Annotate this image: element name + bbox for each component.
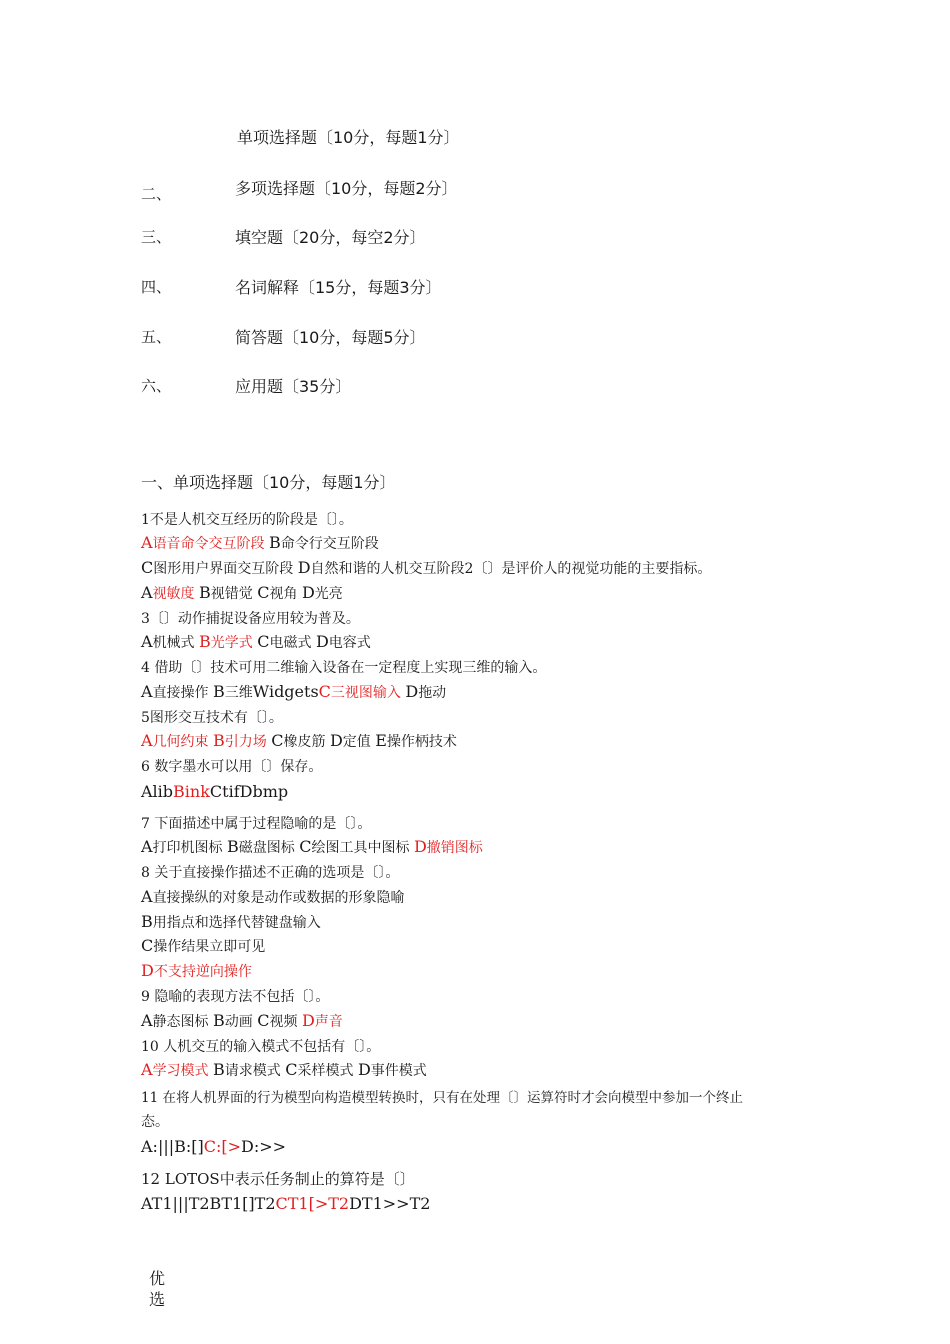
q3-stem: 3〔〕动作捕捉设备应用较为普及。 [141, 611, 360, 627]
q12-opt-c: CT1[>T2 [275, 1194, 350, 1213]
q8-a-text: 直接操纵的对象是动作或数据的形象隐喻 [152, 890, 405, 906]
footer-line-1: 优 [149, 1269, 166, 1288]
q9-stem: 9 隐喻的表现方法不包括〔〕。 [141, 989, 330, 1005]
q9-d-text: 声音 [314, 1014, 343, 1030]
q5-b-text: 引力场 [224, 734, 267, 750]
q3-c-letter: C [257, 632, 270, 651]
q10-a-letter: A [141, 1060, 153, 1079]
q2-b-text: 视错觉 [210, 586, 253, 602]
q9-b-text: 动画 [224, 1014, 253, 1030]
q8-d-text: 不支持逆向操作 [153, 964, 252, 980]
q3-d-text: 电容式 [328, 635, 371, 651]
q5-b-letter: B [213, 731, 225, 750]
toc-title-4: 名词解释〔15分，每题3分〕 [235, 278, 442, 297]
q8-d-letter: D [141, 961, 154, 980]
q10-a-text: 学习模式 [152, 1063, 209, 1079]
q6-options [141, 782, 288, 801]
q4-c-letter: C [318, 682, 331, 701]
q10-d-letter: D [357, 1060, 371, 1079]
q2-options [141, 583, 343, 603]
q1-c-letter: C [141, 558, 154, 577]
q2-a-letter: A [141, 583, 153, 602]
q1-a-text: 语音命令交互阶段 [152, 536, 265, 552]
q4-c-text: 三视图输入 [330, 685, 401, 701]
q5-d-letter: D [329, 731, 343, 750]
q6-opt-cd: CtifDbmp [209, 782, 289, 801]
q8-option-c [141, 936, 265, 956]
q7-b-text: 磁盘图标 [238, 840, 295, 856]
toc-num-4: 四、 [141, 278, 172, 296]
q2-c-text: 视角 [269, 586, 298, 602]
q6-stem: 6 数字墨水可以用〔〕保存。 [141, 759, 323, 775]
q8-c-text: 操作结果立即可见 [153, 939, 266, 955]
q12-options [141, 1194, 430, 1213]
q4-b-letter: B [213, 682, 225, 701]
q1-a-letter: A [141, 533, 153, 552]
q4-d-letter: D [405, 682, 419, 701]
section-title: 一、单项选择题〔10分，每题1分〕 [141, 473, 396, 492]
q7-a-text: 打印机图标 [152, 840, 223, 856]
q7-d-text: 撤销图标 [426, 840, 483, 856]
q10-stem: 10 人机交互的输入模式不包括有〔〕。 [141, 1039, 381, 1055]
q3-d-letter: D [315, 632, 329, 651]
q4-b-text: 三维 [224, 685, 253, 701]
q5-options [141, 731, 457, 751]
q7-d-letter: D [413, 837, 427, 856]
q10-c-text: 采样模式 [297, 1063, 354, 1079]
q2-d-text: 光亮 [314, 586, 343, 602]
q3-options [141, 632, 371, 652]
q3-c-text: 电磁式 [269, 635, 312, 651]
q3-b-text: 光学式 [210, 635, 253, 651]
q1-c-text: 图形用户界面交互阶段 [153, 561, 294, 577]
q7-options [141, 837, 483, 857]
q9-a-text: 静态图标 [152, 1014, 209, 1030]
q12-stem: 12 LOTOS中表示任务制止的算符是〔〕 [141, 1170, 415, 1188]
toc-title-2: 多项选择题〔10分，每题2分〕 [235, 179, 458, 198]
q3-a-letter: A [141, 632, 153, 651]
q10-b-letter: B [213, 1060, 225, 1079]
q5-c-letter: C [271, 731, 284, 750]
q11-opt-d: D:>> [241, 1137, 287, 1156]
q9-options [141, 1011, 343, 1031]
q8-b-text: 用指点和选择代替键盘输入 [152, 915, 321, 931]
q9-c-letter: C [257, 1011, 270, 1030]
q1-d-letter: D [297, 558, 311, 577]
q12-opt-d: DT1>>T2 [349, 1194, 431, 1213]
toc-title-6: 应用题〔35分〕 [235, 377, 352, 396]
q9-a-letter: A [141, 1011, 153, 1030]
q6-opt-a: Alib [141, 782, 174, 801]
q8-option-a [141, 887, 405, 907]
q9-d-letter: D [301, 1011, 315, 1030]
q5-a-letter: A [141, 731, 153, 750]
q3-b-letter: B [199, 632, 211, 651]
q9-c-text: 视频 [269, 1014, 298, 1030]
q5-e-text: 操作柄技术 [386, 734, 457, 750]
q2-a-text: 视敏度 [152, 586, 195, 602]
q10-b-text: 请求模式 [224, 1063, 281, 1079]
q12-opt-ab: AT1|||T2BT1[]T2 [141, 1194, 276, 1213]
q5-stem: 5图形交互技术有〔〕。 [141, 710, 283, 726]
q7-b-letter: B [227, 837, 239, 856]
q4-b-extra: Widgets [252, 682, 319, 701]
q7-a-letter: A [141, 837, 153, 856]
q4-a-text: 直接操作 [152, 685, 209, 701]
q2-c-letter: C [257, 583, 270, 602]
q1-options-ab [141, 533, 379, 553]
q3-a-text: 机械式 [152, 635, 195, 651]
q4-a-letter: A [141, 682, 153, 701]
q7-c-text: 绘图工具中图标 [311, 840, 410, 856]
q1-b-text: 命令行交互阶段 [280, 536, 379, 552]
q10-options [141, 1060, 427, 1080]
q11-stem-line2: 态。 [141, 1114, 169, 1130]
q5-a-text: 几何约束 [152, 734, 209, 750]
q2-d-letter: D [301, 583, 315, 602]
toc-num-6: 六、 [141, 377, 172, 395]
q10-d-text: 事件模式 [370, 1063, 427, 1079]
q1-stem: 1不是人机交互经历的阶段是〔〕。 [141, 512, 353, 528]
q9-b-letter: B [213, 1011, 225, 1030]
q2-b-letter: B [199, 583, 211, 602]
q8-a-letter: A [141, 887, 153, 906]
q1-d-text: 自然和谐的人机交互阶段2〔〕是评价人的视觉功能的主要指标。 [310, 561, 712, 577]
toc-num-2: 二、 [141, 185, 172, 203]
q8-option-b [141, 912, 321, 932]
q5-c-text: 橡皮筋 [283, 734, 326, 750]
footer-line-2: 选 [149, 1290, 166, 1309]
q1-options-cd [141, 558, 711, 578]
q6-opt-b: Bink [173, 782, 210, 801]
q11-options [141, 1137, 286, 1156]
q4-stem: 4 借助〔〕技术可用二维输入设备在一定程度上实现三维的输入。 [141, 660, 547, 676]
q7-c-letter: C [299, 837, 312, 856]
q11-opt-ab: A:|||B:[] [141, 1137, 204, 1156]
q8-option-d [141, 961, 252, 981]
toc-title-3: 填空题〔20分，每空2分〕 [235, 228, 426, 247]
q11-opt-c: C:[> [203, 1137, 242, 1156]
q7-stem: 7 下面描述中属于过程隐喻的是〔〕。 [141, 816, 372, 832]
toc-title-5: 简答题〔10分，每题5分〕 [235, 328, 426, 347]
toc-title-1: 单项选择题〔10分，每题1分〕 [237, 128, 460, 147]
q8-b-letter: B [141, 912, 153, 931]
footer-mark [149, 1268, 165, 1310]
q5-e-letter: E [375, 731, 387, 750]
q4-d-text: 拖动 [418, 685, 447, 701]
q8-stem: 8 关于直接操作描述不正确的选项是〔〕。 [141, 865, 400, 881]
q8-c-letter: C [141, 936, 154, 955]
toc-num-3: 三、 [141, 228, 172, 246]
q4-options [141, 682, 446, 702]
toc-num-5: 五、 [141, 328, 172, 346]
q1-b-letter: B [269, 533, 281, 552]
q10-c-letter: C [285, 1060, 298, 1079]
q11-stem-line1: 11 在将人机界面的行为模型向构造模型转换时，只有在处理〔〕运算符时才会向模型中参加一个终止 [141, 1090, 743, 1106]
q5-d-text: 定值 [342, 734, 371, 750]
